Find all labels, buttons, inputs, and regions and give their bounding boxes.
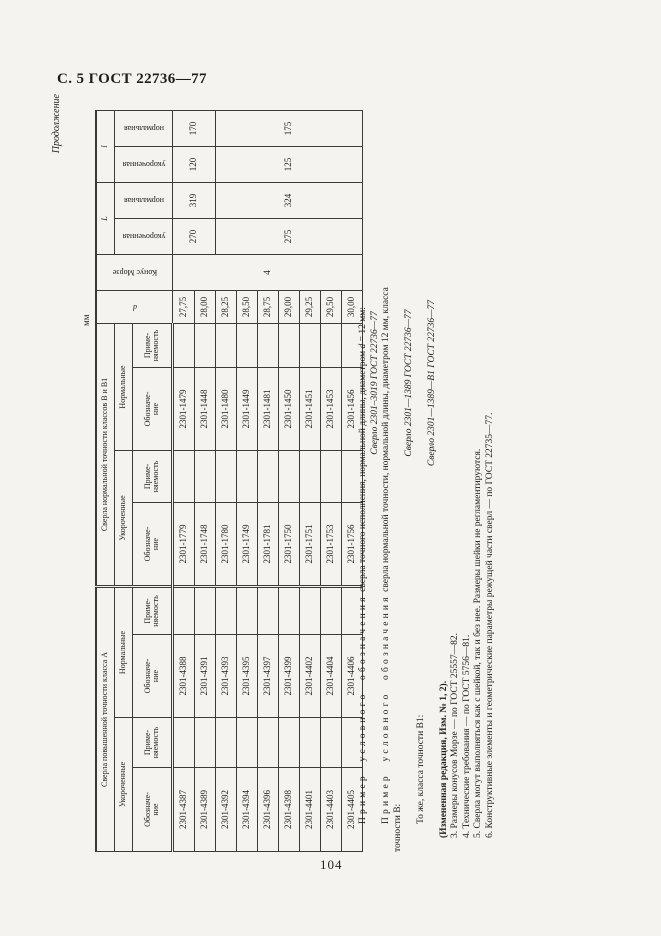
amended-note: (Измененная редакция, Изм. № 1, 2). [438, 680, 449, 838]
designation-cell: 2301-1481 [258, 368, 279, 451]
rotated-landscape-content [50, 82, 502, 882]
col-l-header: l [96, 111, 115, 183]
applicability-cell-empty [258, 718, 279, 768]
group-a-title: Сверла повышенной точности класса А [96, 587, 115, 852]
l-short-cell: 125 [216, 147, 363, 183]
note-3: 3. Размеры конусов Морзе — по ГОСТ 25557—82. [450, 632, 460, 838]
applicability-cell-empty [279, 451, 300, 503]
applicability-cell-empty [216, 451, 237, 503]
applicability-header: Приме- няемость [133, 451, 173, 503]
table-header-row-subgroups [115, 111, 133, 852]
example2-continuation: точности В: [392, 803, 403, 852]
applicability-header: Приме- няемость [133, 587, 173, 635]
applicability-header: Приме- няемость [133, 718, 173, 768]
col-d-header: d [96, 291, 173, 324]
d-cell: 28,00 [195, 291, 216, 324]
morse-taper-cell: 4 [173, 255, 363, 291]
designation-cell: 2301-4393 [216, 635, 237, 718]
caption-block [358, 104, 496, 852]
applicability-cell-empty [195, 324, 216, 368]
L-normal-cell: 324 [216, 183, 363, 219]
designation-cell: 2301-4392 [216, 768, 237, 852]
applicability-cell-empty [237, 587, 258, 635]
d-cell: 29,00 [279, 291, 300, 324]
designation-header: Обозначе- ние [133, 503, 173, 587]
applicability-cell-empty [321, 451, 342, 503]
designation-cell: 2301-4388 [173, 635, 195, 718]
example1-designation: Сверло 2301–3019 ГОСТ 22736—77 [369, 311, 380, 455]
table-header-row-groups [96, 111, 115, 852]
example1-text: Пример условного обозначения сверла точного исполнения, нормальной длины, диаметром d = 12 мм: [358, 307, 368, 824]
applicability-cell-empty [300, 451, 321, 503]
col-L-header: L [96, 183, 115, 255]
applicability-cell-empty [237, 718, 258, 768]
group-a-normal-header: Нормальные [115, 587, 133, 718]
designation-cell: 2301-1453 [321, 368, 342, 451]
applicability-cell-empty [279, 324, 300, 368]
designation-cell: 2301-1449 [237, 368, 258, 451]
applicability-cell-empty [300, 587, 321, 635]
applicability-cell-empty [258, 451, 279, 503]
applicability-cell-empty [321, 718, 342, 768]
applicability-cell-empty [195, 718, 216, 768]
applicability-cell-empty [237, 324, 258, 368]
applicability-cell-empty [216, 718, 237, 768]
applicability-cell-empty [258, 324, 279, 368]
designation-cell: 2301-1750 [279, 503, 300, 587]
applicability-header: Приме- няемость [133, 324, 173, 368]
table-row [173, 111, 195, 852]
L-short-cell: 275 [216, 219, 363, 255]
designation-header: Обозначе- ние [133, 635, 173, 718]
designation-cell: 2301-1756 [342, 503, 363, 587]
applicability-cell-empty [279, 718, 300, 768]
applicability-cell-empty [321, 587, 342, 635]
page-number: 104 [320, 857, 343, 872]
l-short-cell: 120 [173, 147, 216, 183]
designation-cell: 2301-4406 [342, 635, 363, 718]
group-b-normal-header: Нормальные [115, 324, 133, 451]
page-header: С. 5 ГОСТ 22736—77 [57, 71, 207, 87]
applicability-cell-empty [279, 587, 300, 635]
group-b-title: Сверла нормальной точности классов В и В1 [96, 324, 115, 587]
applicability-cell-empty [237, 451, 258, 503]
applicability-cell-empty [195, 451, 216, 503]
designation-cell: 2301-1751 [300, 503, 321, 587]
designation-cell: 2301-4403 [321, 768, 342, 852]
applicability-cell-empty [173, 451, 195, 503]
applicability-cell-empty [173, 587, 195, 635]
applicability-cell-empty [258, 587, 279, 635]
d-cell: 28,75 [258, 291, 279, 324]
note-6: 6. Конструктивные элементы и геометрические параметры режущей части сверл — по ГОСТ 22735—77. [484, 412, 495, 838]
designation-cell: 2301-1451 [300, 368, 321, 451]
designation-cell: 2301-4387 [173, 768, 195, 852]
designation-cell: 2301-4405 [342, 768, 363, 852]
note-5: 5. Сверла могут выполняться как с шейкой, так и без нее. Размеры шейки не регламентируются. [473, 448, 483, 838]
applicability-cell-empty [300, 718, 321, 768]
L-normal-cell: 319 [173, 183, 216, 219]
d-cell: 28,50 [237, 291, 258, 324]
drill-designation-table [95, 110, 363, 852]
designation-header: Обозначе- ние [133, 768, 173, 852]
table-row [216, 111, 237, 852]
col-morse-header: Конус Морзе [96, 255, 173, 291]
designation-cell: 2301-4402 [300, 635, 321, 718]
d-cell: 29,25 [300, 291, 321, 324]
designation-cell: 2301-4391 [195, 635, 216, 718]
d-cell: 29,50 [321, 291, 342, 324]
designation-cell: 2301-4404 [321, 635, 342, 718]
designation-cell: 2301-4399 [279, 635, 300, 718]
applicability-cell-empty [216, 587, 237, 635]
l-normal-header: нормальная [115, 111, 173, 147]
designation-cell: 2301-1780 [216, 503, 237, 587]
designation-cell: 2301-4389 [195, 768, 216, 852]
L-normal-header: нормальная [115, 183, 173, 219]
designation-cell: 2301-4398 [279, 768, 300, 852]
designation-cell: 2301-1448 [195, 368, 216, 451]
d-cell: 30,00 [342, 291, 363, 324]
example2-designation: Сверло 2301—1389 ГОСТ 22736—77 [404, 309, 414, 457]
d-cell: 28,25 [216, 291, 237, 324]
designation-cell: 2301-4396 [258, 768, 279, 852]
applicability-cell-empty [195, 587, 216, 635]
designation-cell: 2301-1748 [195, 503, 216, 587]
designation-cell: 2301-1480 [216, 368, 237, 451]
designation-header: Обозначе- ние [133, 368, 173, 451]
d-cell: 27,75 [173, 291, 195, 324]
same-class-label: То же, класса точности В1: [415, 714, 426, 824]
L-short-header: укороченная [115, 219, 173, 255]
continuation-label: Продолжение [51, 94, 62, 154]
designation-cell: 2301-1749 [237, 503, 258, 587]
applicability-cell-empty [173, 324, 195, 368]
applicability-cell-empty [173, 718, 195, 768]
designation-cell: 2301-1479 [173, 368, 195, 451]
l-short-header: укороченная [115, 147, 173, 183]
note-4: 4. Технические требования — по ГОСТ 5756—81. [461, 634, 472, 838]
designation-cell: 2301-1456 [342, 368, 363, 451]
designation-cell: 2301-1779 [173, 503, 195, 587]
designation-cell: 2301-1450 [279, 368, 300, 451]
designation-cell: 2301-1753 [321, 503, 342, 587]
designation-cell: 2301-4395 [237, 635, 258, 718]
units-label: мм [81, 314, 91, 326]
group-b-short-header: Укороченные [115, 451, 133, 587]
applicability-cell-empty [216, 324, 237, 368]
example2-text: Пример условного обозначения сверла нормальной точности, нормальной длины, диаметром 12 мм, класса [381, 287, 391, 824]
L-short-cell: 270 [173, 219, 216, 255]
example3-designation: Сверло 2301—1389—В1 ГОСТ 22736—77 [427, 299, 437, 467]
l-normal-cell: 170 [173, 111, 216, 147]
l-normal-cell: 175 [216, 111, 363, 147]
applicability-cell-empty [321, 324, 342, 368]
designation-cell: 2301-1781 [258, 503, 279, 587]
designation-cell: 2301-4394 [237, 768, 258, 852]
designation-cell: 2301-4397 [258, 635, 279, 718]
applicability-cell-empty [300, 324, 321, 368]
designation-cell: 2301-4401 [300, 768, 321, 852]
group-a-short-header: Укороченные [115, 718, 133, 852]
